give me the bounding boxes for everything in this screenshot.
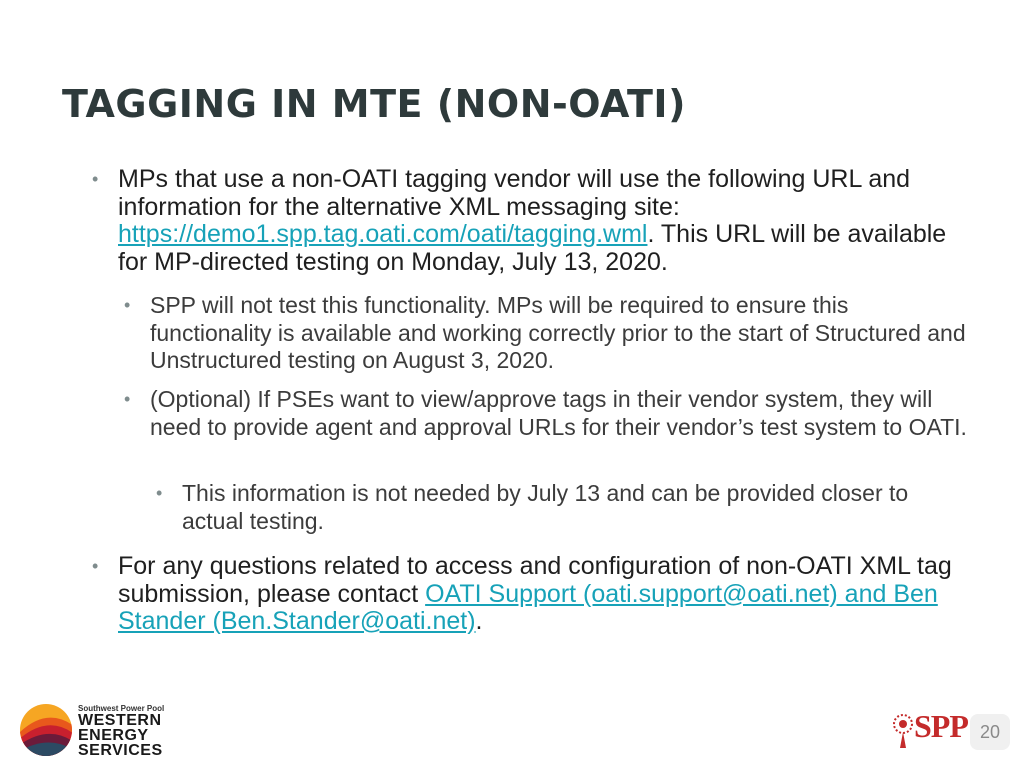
wes-line3: SERVICES [78,742,163,759]
bullet-questions-contact [92,553,972,636]
bullet-text: This information is not needed by July 13 and can be provided closer to actual testing. [182,480,909,534]
bullet-dot: • [124,295,131,315]
bullet-non-oati-url [92,166,972,276]
bullet-dot: • [92,556,99,576]
bullet-dot: • [124,389,131,409]
bullet-text: (Optional) If PSEs want to view/approve tags in their vendor system, they will need to provide agent and approval URLs for their vendor’s test system to OATI. [150,386,967,440]
western-energy-services-logo [18,700,168,760]
slide-title: TAGGING IN MTE (NON-OATI) [62,82,686,126]
sub-bullet-optional-pse [124,386,974,441]
xml-messaging-url-link[interactable]: https://demo1.spp.tag.oati.com/oati/tagging.wml [118,220,648,248]
sub-sub-bullet-info-not-needed [156,480,956,535]
spp-logo [890,706,968,752]
bullet-dot: • [92,169,99,189]
page-number: 20 [970,714,1010,750]
bullet-text: For any questions related to access and configuration of non-OATI XML tag submission, please contact OATI Support (oati.support@oati.net) and Ben Stander (Ben.Stander@oati.net). [118,552,952,635]
bullet-text: MPs that use a non-OATI tagging vendor will use the following URL and information for the alternative XML messaging site: https://demo1.spp.tag.oati.com/oati/tagging.wml. This URL will be available for MP-directed testing on Monday, July 13, 2020. [118,165,947,276]
bullet-dot: • [156,483,163,503]
bullet-text: SPP will not test this functionality. MPs will be required to ensure this functionality is available and working correctly prior to the start of Structured and Unstructured testing on August 3, 2020. [150,292,966,373]
spp-logo-text: SPP [914,708,968,744]
wes-line1: WESTERN [78,712,162,729]
wes-sunrise-icon [18,700,74,756]
wes-tagline: Southwest Power Pool [78,704,165,713]
sub-bullet-spp-not-test [124,292,974,375]
spp-starburst-icon [890,710,916,750]
oati-support-contact-link[interactable]: OATI Support (oati.support@oati.net) and Ben Stander (Ben.Stander@oati.net) [118,579,938,635]
wes-line2: ENERGY [78,727,149,744]
